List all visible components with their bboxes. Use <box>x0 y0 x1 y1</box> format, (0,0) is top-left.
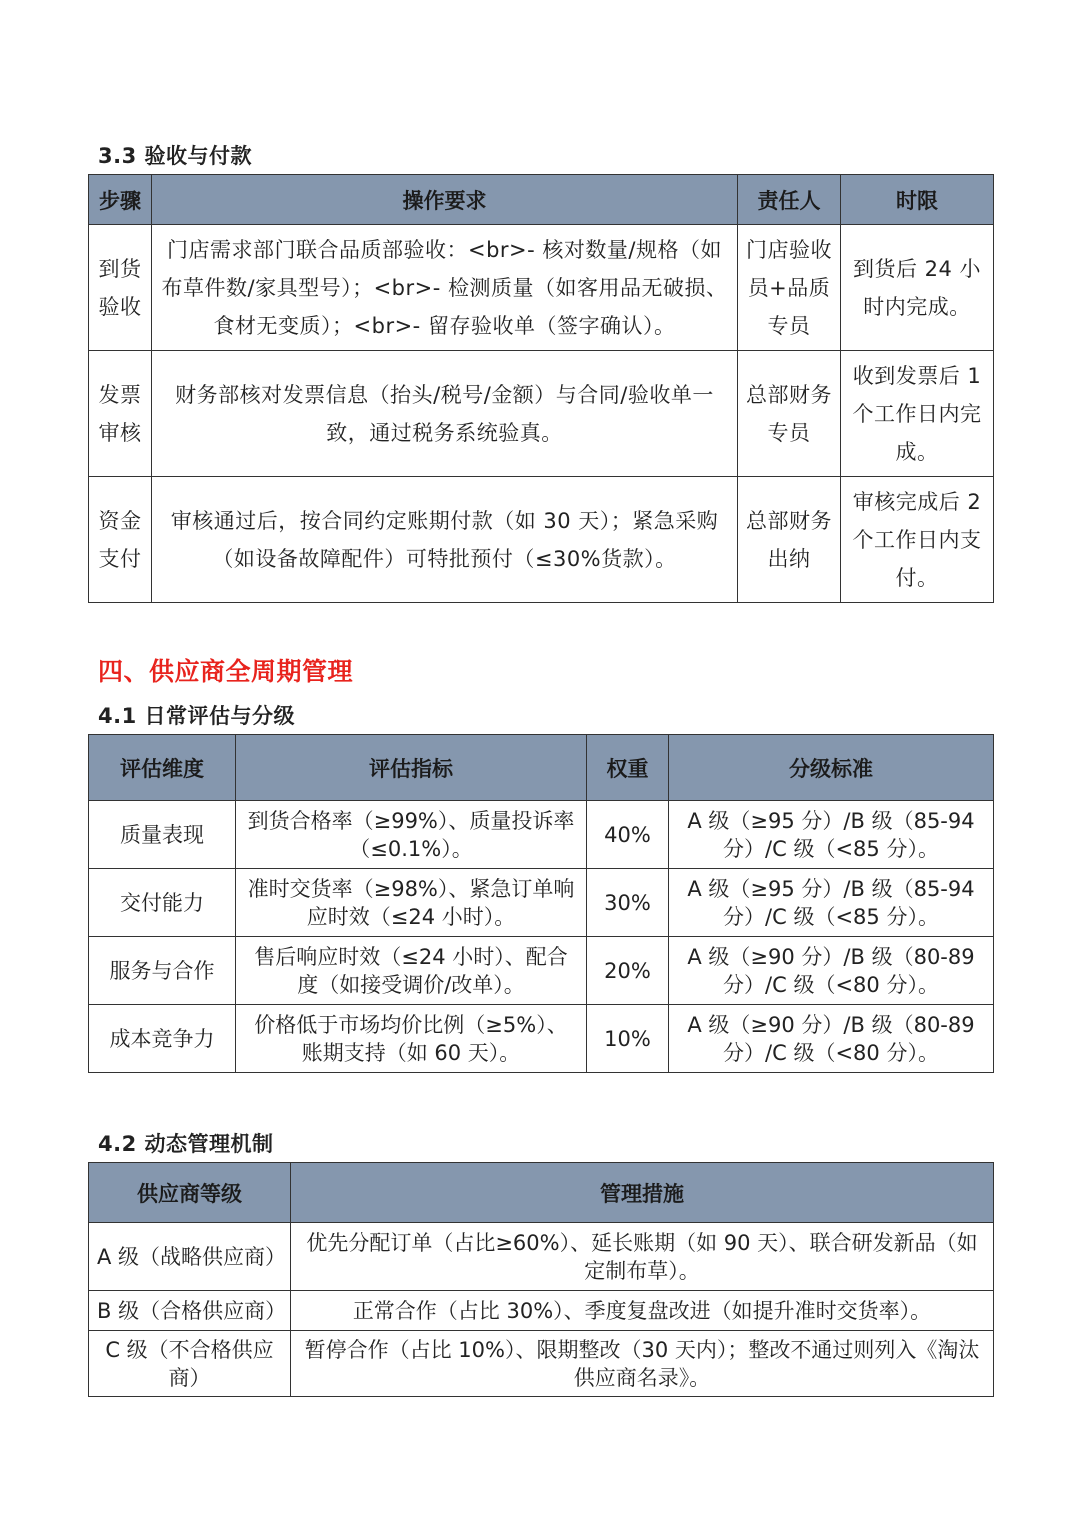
step-cell: 发票审核 <box>89 351 152 477</box>
header-weight: 权重 <box>587 735 669 801</box>
indicator-cell: 准时交货率（≥98%）、紧急订单响应时效（≤24 小时）。 <box>236 869 587 937</box>
standard-cell: A 级（≥90 分）/B 级（80-89 分）/C 级（<80 分）。 <box>669 1005 994 1073</box>
table-row <box>89 225 994 351</box>
header-deadline: 时限 <box>841 175 994 225</box>
owner-cell: 总部财务出纳 <box>738 477 841 603</box>
table-row <box>89 937 994 1005</box>
level-cell: C 级（不合格供应商） <box>89 1331 291 1397</box>
table-row <box>89 801 994 869</box>
header-standard: 分级标准 <box>669 735 994 801</box>
level-cell: A 级（战略供应商） <box>89 1223 291 1291</box>
header-measure: 管理措施 <box>291 1163 994 1223</box>
indicator-cell: 到货合格率（≥99%）、质量投诉率（≤0.1%）。 <box>236 801 587 869</box>
standard-cell: A 级（≥90 分）/B 级（80-89 分）/C 级（<80 分）。 <box>669 937 994 1005</box>
acceptance-payment-table <box>88 174 994 603</box>
dimension-cell: 成本竞争力 <box>89 1005 236 1073</box>
dimension-cell: 服务与合作 <box>89 937 236 1005</box>
header-step: 步骤 <box>89 175 152 225</box>
step-cell: 到货验收 <box>89 225 152 351</box>
requirement-cell: 财务部核对发票信息（抬头/税号/金额）与合同/验收单一致，通过税务系统验真。 <box>152 351 738 477</box>
weight-cell: 20% <box>587 937 669 1005</box>
measure-cell: 暂停合作（占比 10%）、限期整改（30 天内）；整改不通过则列入《淘汰供应商名录》。 <box>291 1331 994 1397</box>
section-4-2-heading: 4.2 动态管理机制 <box>98 1132 274 1156</box>
dimension-cell: 质量表现 <box>89 801 236 869</box>
table-header-row <box>89 1163 994 1223</box>
indicator-cell: 售后响应时效（≤24 小时）、配合度（如接受调价/改单）。 <box>236 937 587 1005</box>
table-header-row <box>89 175 994 225</box>
owner-cell: 门店验收员+品质专员 <box>738 225 841 351</box>
weight-cell: 30% <box>587 869 669 937</box>
owner-cell: 总部财务专员 <box>738 351 841 477</box>
standard-cell: A 级（≥95 分）/B 级（85-94 分）/C 级（<85 分）。 <box>669 801 994 869</box>
header-owner: 责任人 <box>738 175 841 225</box>
header-dimension: 评估维度 <box>89 735 236 801</box>
level-cell: B 级（合格供应商） <box>89 1291 291 1331</box>
dimension-cell: 交付能力 <box>89 869 236 937</box>
standard-cell: A 级（≥95 分）/B 级（85-94 分）/C 级（<85 分）。 <box>669 869 994 937</box>
dynamic-management-table <box>88 1162 994 1397</box>
header-requirement: 操作要求 <box>152 175 738 225</box>
requirement-cell: 审核通过后，按合同约定账期付款（如 30 天）；紧急采购（如设备故障配件）可特批预付（≤30%货款）。 <box>152 477 738 603</box>
requirement-cell: 门店需求部门联合品质部验收：<br>- 核对数量/规格（如布草件数/家具型号）；<br>- 检测质量（如客用品无破损、食材无变质）；<br>- 留存验收单（签字确认）。 <box>152 225 738 351</box>
header-indicator: 评估指标 <box>236 735 587 801</box>
table-row <box>89 1291 994 1331</box>
table-row <box>89 869 994 937</box>
deadline-cell: 收到发票后 1 个工作日内完成。 <box>841 351 994 477</box>
section-3-3-heading: 3.3 验收与付款 <box>98 144 253 168</box>
table-row <box>89 1005 994 1073</box>
section-4-heading: 四、供应商全周期管理 <box>98 657 354 686</box>
deadline-cell: 审核完成后 2 个工作日内支付。 <box>841 477 994 603</box>
table-row <box>89 477 994 603</box>
step-cell: 资金支付 <box>89 477 152 603</box>
header-level: 供应商等级 <box>89 1163 291 1223</box>
indicator-cell: 价格低于市场均价比例（≥5%）、账期支持（如 60 天）。 <box>236 1005 587 1073</box>
weight-cell: 10% <box>587 1005 669 1073</box>
section-4-1-heading: 4.1 日常评估与分级 <box>98 704 296 728</box>
supplier-evaluation-table <box>88 734 994 1073</box>
weight-cell: 40% <box>587 801 669 869</box>
table-row <box>89 351 994 477</box>
deadline-cell: 到货后 24 小时内完成。 <box>841 225 994 351</box>
table-row <box>89 1331 994 1397</box>
table-header-row <box>89 735 994 801</box>
table-row <box>89 1223 994 1291</box>
measure-cell: 正常合作（占比 30%）、季度复盘改进（如提升准时交货率）。 <box>291 1291 994 1331</box>
measure-cell: 优先分配订单（占比≥60%）、延长账期（如 90 天）、联合研发新品（如定制布草）。 <box>291 1223 994 1291</box>
